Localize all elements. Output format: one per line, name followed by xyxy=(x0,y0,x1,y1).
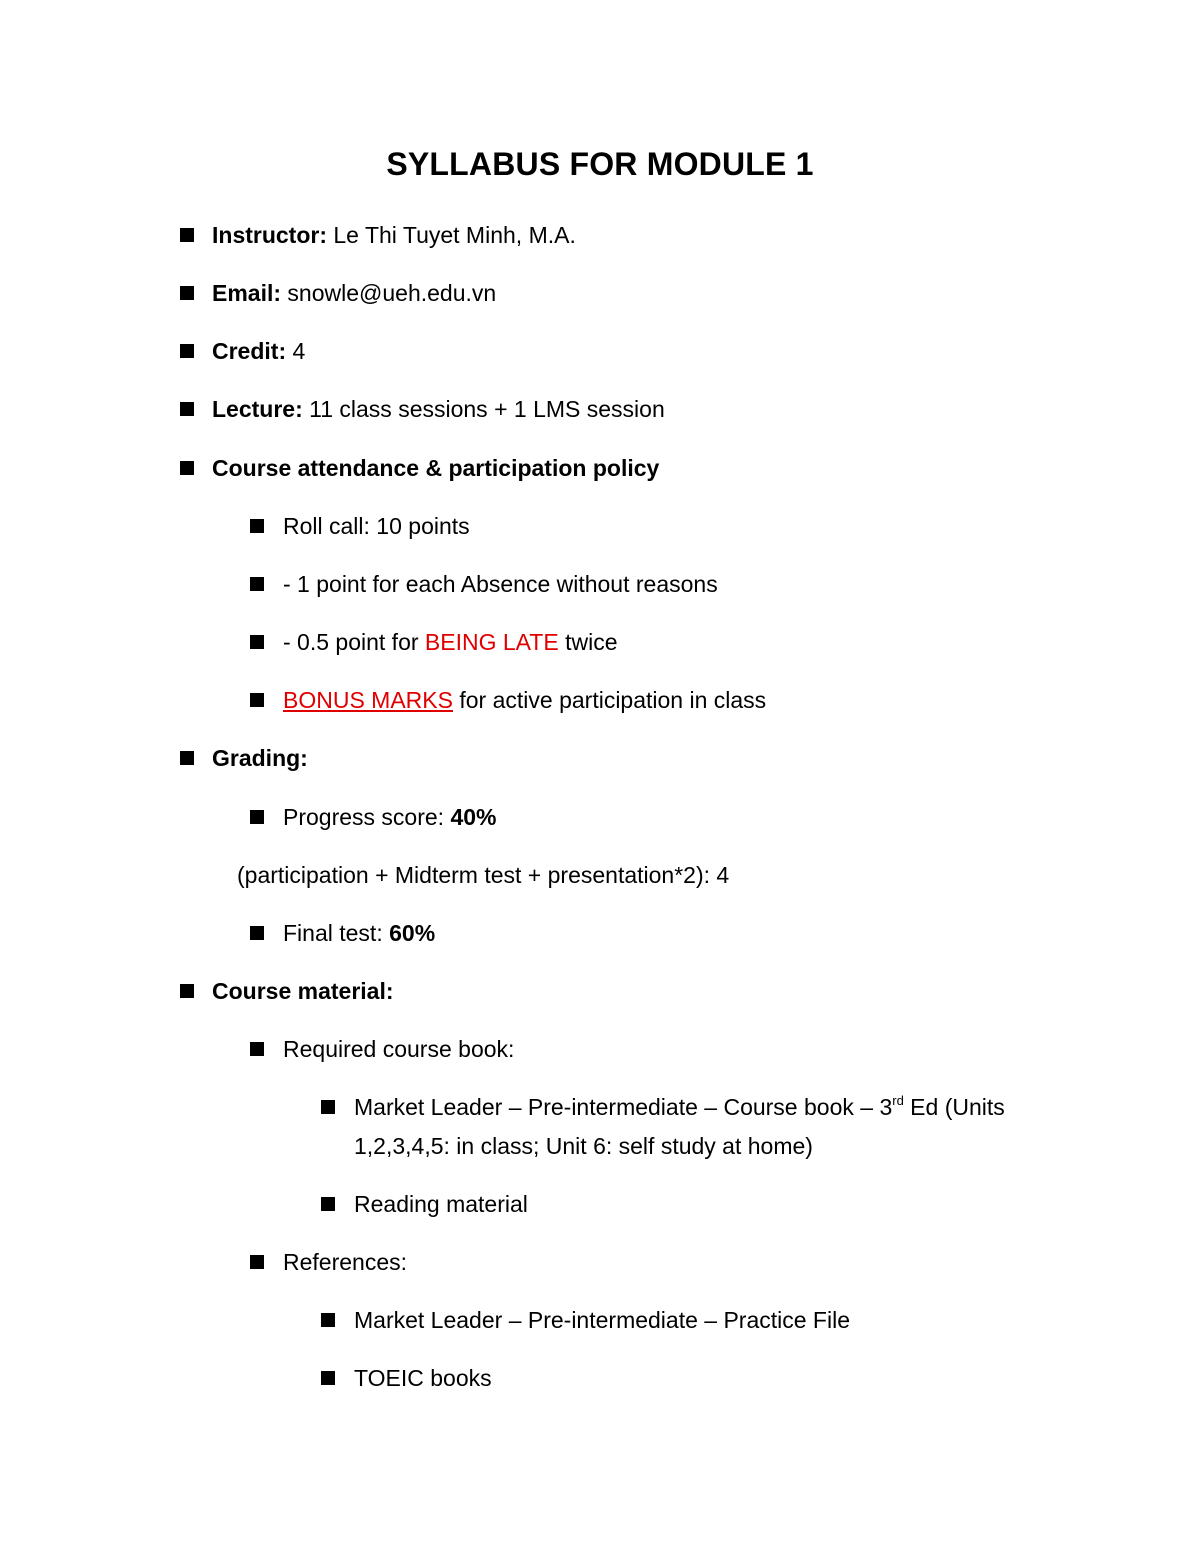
email-label: Email: xyxy=(212,280,282,306)
square-bullet-icon xyxy=(250,926,264,940)
square-bullet-icon xyxy=(180,984,194,998)
square-bullet-icon xyxy=(250,635,264,649)
square-bullet-icon xyxy=(250,1255,264,1269)
square-bullet-icon xyxy=(180,228,194,242)
square-bullet-icon xyxy=(321,1313,335,1327)
book-line1-prefix: Market Leader – Pre-intermediate – Course book – 3 xyxy=(354,1094,893,1120)
required-label: Required course book: xyxy=(283,1036,515,1062)
grading-heading: Grading: xyxy=(212,745,308,771)
bonus-highlight: BONUS MARKS xyxy=(283,687,453,713)
lecture-label: Lecture: xyxy=(212,396,303,422)
material-heading: Course material: xyxy=(212,978,394,1004)
book-line2: 1,2,3,4,5: in class; Unit 6: self study at home) xyxy=(354,1133,813,1159)
instructor-label: Instructor: xyxy=(212,222,327,248)
square-bullet-icon xyxy=(250,693,264,707)
references-label: References: xyxy=(283,1249,408,1275)
square-bullet-icon xyxy=(321,1197,335,1211)
book-sup: rd xyxy=(892,1093,904,1108)
square-bullet-icon xyxy=(250,519,264,533)
bonus-suffix: for active participation in class xyxy=(452,687,767,713)
progress-formula: (participation + Midterm test + presentation*2): 4 xyxy=(237,862,730,888)
square-bullet-icon xyxy=(321,1371,335,1385)
final-value: 60% xyxy=(389,920,436,946)
reading-text: Reading material xyxy=(354,1191,528,1217)
lecture-value: 11 class sessions + 1 LMS session xyxy=(302,396,665,422)
book-line1-suffix: Ed (Units xyxy=(903,1094,1005,1120)
practice-file-text: Market Leader – Pre-intermediate – Practice File xyxy=(354,1307,850,1333)
toeic-text: TOEIC books xyxy=(354,1365,492,1391)
attendance-heading: Course attendance & participation policy xyxy=(212,455,660,481)
square-bullet-icon xyxy=(250,577,264,591)
late-prefix: - 0.5 point for xyxy=(283,629,425,655)
square-bullet-icon xyxy=(180,402,194,416)
square-bullet-icon xyxy=(250,810,264,824)
email-value: snowle@ueh.edu.vn xyxy=(281,280,497,306)
final-label: Final test: xyxy=(283,920,390,946)
roll-call-text: Roll call: 10 points xyxy=(283,513,470,539)
square-bullet-icon xyxy=(180,286,194,300)
progress-label: Progress score: xyxy=(283,804,451,830)
late-highlight: BEING LATE xyxy=(424,629,559,655)
progress-value: 40% xyxy=(450,804,497,830)
square-bullet-icon xyxy=(250,1042,264,1056)
instructor-value: Le Thi Tuyet Minh, M.A. xyxy=(327,222,576,248)
absence-text: - 1 point for each Absence without reasons xyxy=(283,571,718,597)
square-bullet-icon xyxy=(180,344,194,358)
square-bullet-icon xyxy=(321,1100,335,1114)
credit-label: Credit: xyxy=(212,338,287,364)
square-bullet-icon xyxy=(180,461,194,475)
page-title: SYLLABUS FOR MODULE 1 xyxy=(386,146,814,182)
credit-value: 4 xyxy=(286,338,306,364)
square-bullet-icon xyxy=(180,751,194,765)
late-suffix: twice xyxy=(558,629,618,655)
